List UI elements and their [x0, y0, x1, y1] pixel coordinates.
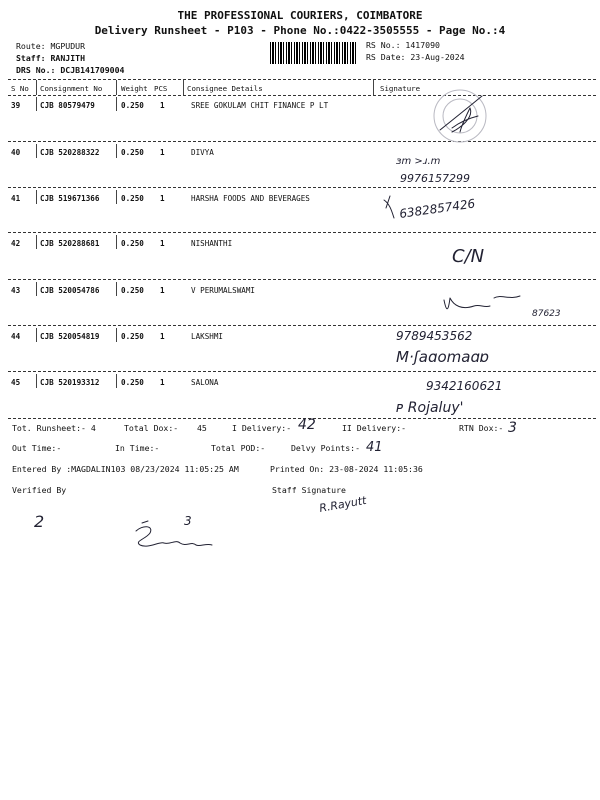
- staff-label: Staff: RANJITH: [16, 53, 86, 63]
- delvy-points-label: Delvy Points:-: [291, 443, 361, 453]
- column-divider: [116, 97, 117, 111]
- row-consignee: HARSHA FOODS AND BEVERAGES: [191, 194, 310, 203]
- row-sno: 42: [11, 239, 21, 248]
- row-sno: 41: [11, 194, 21, 203]
- row-sno: 40: [11, 148, 21, 157]
- row-consignment: CJB 520054819: [40, 332, 100, 341]
- rs-number: RS No.: 1417090: [366, 40, 440, 50]
- handwritten-phone: 9976157299: [400, 172, 470, 185]
- row-sno: 45: [11, 378, 21, 387]
- handwritten-phone: 9342160621: [426, 379, 503, 393]
- svg-text:ɜm >ɹ.m: ɜm >ɹ.m: [396, 156, 441, 167]
- row-sno: 39: [11, 101, 21, 110]
- handwritten-signature: [450, 240, 510, 270]
- handwritten-phone: 9789453562: [396, 329, 473, 343]
- delvy-points-handwritten: 41: [366, 440, 383, 455]
- row-consignment: CJB 520288322: [40, 148, 100, 157]
- handwritten-signature: [440, 288, 570, 324]
- rtn-dox-label: RTN Dox:-: [459, 423, 504, 433]
- column-divider: [36, 282, 37, 296]
- col-header-consignee: Consignee Details: [187, 84, 263, 93]
- column-divider: [116, 80, 117, 95]
- handwritten-phone: 6382857426: [398, 196, 477, 221]
- column-divider: [116, 190, 117, 204]
- route-label: Route: MGPUDUR: [16, 41, 86, 51]
- column-divider: [116, 282, 117, 296]
- column-divider: [183, 80, 184, 95]
- handwritten-signature: [380, 190, 520, 230]
- column-divider: [36, 97, 37, 111]
- handwritten-note: C/N: [452, 246, 485, 267]
- row-consignee: V PERUMALSWAMI: [191, 286, 256, 295]
- row-consignment: CJB 520054786: [40, 286, 100, 295]
- verified-signature: [30, 505, 230, 555]
- handwritten-signature: [390, 322, 580, 370]
- printed-on: Printed On: 23-08-2024 11:05:36: [270, 464, 423, 474]
- col-header-consignment: Consignment No: [40, 84, 103, 93]
- row-consignment: CJB 520288681: [40, 239, 100, 248]
- row-sno: 44: [11, 332, 21, 341]
- row-weight: 0.250: [121, 286, 144, 295]
- row-pcs: 1: [160, 194, 165, 203]
- in-time: In Time:-: [115, 443, 160, 453]
- row-consignee: SALONA: [191, 378, 219, 387]
- row-pcs: 1: [160, 239, 165, 248]
- col-header-signature: Signature: [380, 84, 421, 93]
- row-consignee: LAKSHMI: [191, 332, 224, 341]
- row-sno: 43: [11, 286, 21, 295]
- column-divider: [116, 328, 117, 342]
- tot-runsheet: Tot. Runsheet:- 4: [12, 423, 96, 433]
- row-rule: [8, 279, 596, 280]
- total-pod: Total POD:-: [211, 443, 266, 453]
- staff-signature: [316, 490, 386, 520]
- runsheet-subtitle: Delivery Runsheet - P103 - Phone No.:0422-3505555 - Page No.:4: [94, 24, 506, 37]
- ii-delivery-label: II Delivery:-: [342, 423, 407, 433]
- col-header-sno: S No: [11, 84, 29, 93]
- drs-number: DRS No.: DCJB141709004: [16, 65, 125, 75]
- row-weight: 0.250: [121, 148, 144, 157]
- i-delivery-handwritten: 42: [298, 417, 316, 433]
- verified-by-label: Verified By: [12, 485, 67, 495]
- row-pcs: 1: [160, 101, 165, 110]
- entered-by: Entered By :MAGDALIN103 08/23/2024 11:05:25 AM: [12, 464, 239, 474]
- column-divider: [36, 144, 37, 158]
- handwritten-phone: 87623: [532, 309, 561, 319]
- row-weight: 0.250: [121, 239, 144, 248]
- column-divider: [36, 374, 37, 388]
- stamp-seal: [400, 88, 510, 144]
- i-delivery-label: I Delivery:-: [232, 423, 292, 433]
- row-weight: 0.250: [121, 332, 144, 341]
- column-divider: [116, 374, 117, 388]
- row-pcs: 1: [160, 286, 165, 295]
- column-divider: [36, 235, 37, 249]
- row-pcs: 1: [160, 332, 165, 341]
- column-divider: [116, 235, 117, 249]
- column-divider: [373, 80, 374, 95]
- total-dox-value: 45: [197, 423, 207, 433]
- table-top-rule: [8, 79, 596, 80]
- column-divider: [36, 80, 37, 95]
- total-dox-label: Total Dox:-: [124, 423, 179, 433]
- column-divider: [116, 144, 117, 158]
- staff-signature-label: Staff Signature: [272, 485, 346, 495]
- row-rule: [8, 232, 596, 233]
- handwritten-signature: [390, 372, 560, 422]
- row-consignee: NISHANTHI: [191, 239, 233, 248]
- svg-text:ᴘ Rojaluy': ᴘ Rojaluy': [396, 400, 464, 416]
- out-time: Out Time:-: [12, 443, 62, 453]
- row-consignee: DIVYA: [191, 148, 214, 157]
- col-header-weight: Weight: [121, 84, 148, 93]
- row-consignee: SREE GOKULAM CHIT FINANCE P LT: [191, 101, 329, 110]
- row-weight: 0.250: [121, 101, 144, 110]
- verified-mark-2: 3: [184, 514, 192, 528]
- row-weight: 0.250: [121, 194, 144, 203]
- svg-text:M·ʃaɑomaɑɒ: M·ʃaɑomaɑɒ: [396, 348, 490, 366]
- rtn-dox-handwritten: 3: [508, 420, 517, 436]
- verified-mark: 2: [34, 512, 45, 531]
- row-consignment: CJB 520193312: [40, 378, 100, 387]
- row-pcs: 1: [160, 378, 165, 387]
- row-consignment: CJB 80579479: [40, 101, 95, 110]
- row-pcs: 1: [160, 148, 165, 157]
- rs-date: RS Date: 23-Aug-2024: [366, 52, 465, 62]
- svg-text:R.Rayutt: R.Rayutt: [318, 493, 368, 515]
- handwritten-signature: [390, 150, 510, 190]
- column-divider: [36, 190, 37, 204]
- column-divider: [36, 328, 37, 342]
- col-header-pcs: PCS: [154, 84, 168, 93]
- row-consignment: CJB 519671366: [40, 194, 100, 203]
- company-title: THE PROFESSIONAL COURIERS, COIMBATORE: [177, 9, 423, 22]
- row-weight: 0.250: [121, 378, 144, 387]
- barcode-image: [270, 42, 358, 64]
